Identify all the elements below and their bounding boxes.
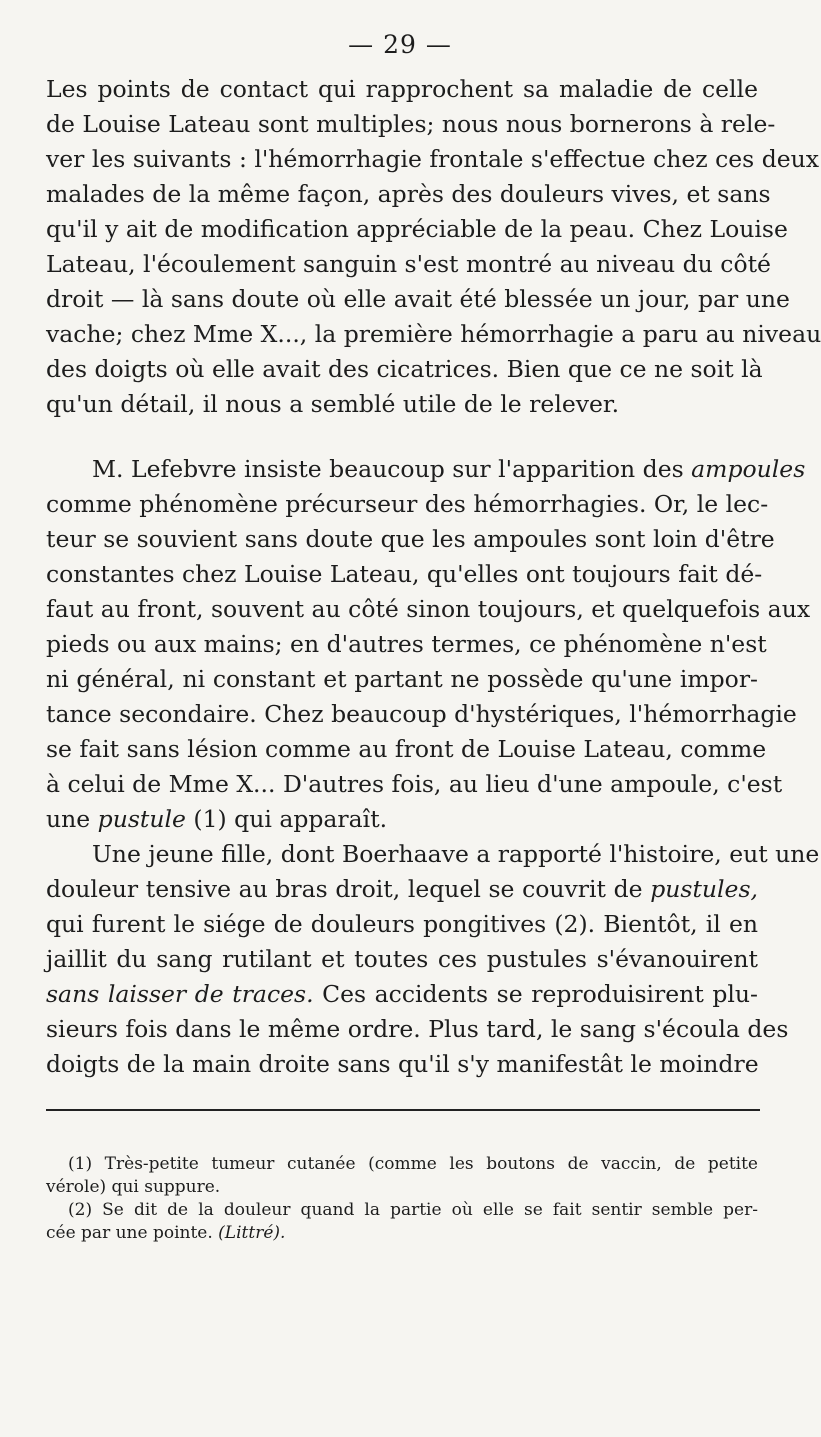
text-line: droit — là sans doute où elle avait été blessée un jour, par une (46, 285, 790, 313)
text-segment: M. Lefebvre insiste beaucoup sur l'apparition des (92, 455, 684, 483)
text-line: malades de la même façon, après des douleurs vives, et sans (46, 180, 771, 208)
text-line: se fait sans lésion comme au front de Louise Lateau, comme (46, 735, 767, 763)
paragraph-gap (46, 422, 758, 452)
italic-term: pustules, (650, 875, 758, 903)
page-number: — 29 — (348, 30, 452, 59)
text-line (46, 802, 758, 837)
text-line: Une jeune fille, dont Boerhaave a rapporté l'histoire, eut une (92, 840, 820, 868)
italic-term: pustule (97, 805, 186, 833)
text-segment: (1) qui apparaît. (193, 805, 388, 833)
text-line (46, 977, 758, 1012)
text-line: teur se souvient sans doute que les ampoules sont loin d'être (46, 525, 775, 553)
footnote-1 (46, 1153, 758, 1199)
text-line: des doigts où elle avait des cicatrices. Bien que ce ne soit là (46, 355, 763, 383)
text-line: Les points de contact qui rapprochent sa maladie de celle (46, 75, 758, 103)
text-line: tance secondaire. Chez beaucoup d'hystériques, l'hémorrhagie (46, 700, 797, 728)
text-line: constantes chez Louise Lateau, qu'elles ont toujours fait dé- (46, 560, 763, 588)
text-segment: douleur tensive au bras droit, lequel se couvrit de (46, 875, 643, 903)
text-line: à celui de Mme X... D'autres fois, au lieu d'une ampoule, c'est (46, 770, 783, 798)
italic-term: sans laisser de traces. (46, 980, 314, 1008)
footnote-2 (46, 1199, 758, 1245)
text-line (46, 452, 806, 487)
paragraph-1 (46, 72, 821, 422)
body-text (46, 72, 821, 1082)
footnote-line: (1) Très-petite tumeur cutanée (comme les boutons de vaccin, de petite (68, 1154, 758, 1174)
paragraph-3 (46, 837, 820, 1082)
text-line: Lateau, l'écoulement sanguin s'est montré au niveau du côté (46, 250, 771, 278)
footnote-line: vérole) qui suppure. (46, 1177, 221, 1197)
footnotes (46, 1153, 758, 1245)
text-line: qu'il y ait de modification appréciable de la peau. Chez Louise (46, 215, 788, 243)
text-line: pieds ou aux mains; en d'autres termes, ce phénomène n'est (46, 630, 767, 658)
text-line: jaillit du sang rutilant et toutes ces pustules s'évanouirent (46, 945, 758, 973)
text-line: faut au front, souvent au côté sinon toujours, et quelquefois aux (46, 595, 811, 623)
footnote-line (46, 1222, 758, 1245)
text-line: de Louise Lateau sont multiples; nous nous bornerons à rele- (46, 110, 776, 138)
text-segment: une (46, 805, 91, 833)
footnote-rule (46, 1109, 760, 1111)
footnote-line: (2) Se dit de la douleur quand la partie où elle se fait sentir semble per- (68, 1200, 758, 1220)
text-line: qu'un détail, il nous a semblé utile de le relever. (46, 390, 620, 418)
text-line: ni général, ni constant et partant ne possède qu'une impor- (46, 665, 758, 693)
footnote-source: (Littré). (218, 1223, 286, 1243)
text-segment: cée par une pointe. (46, 1223, 213, 1243)
paragraph-2 (46, 452, 811, 837)
text-line: ver les suivants : l'hémorrhagie frontale s'effectue chez ces deux (46, 145, 820, 173)
text-line: doigts de la main droite sans qu'il s'y manifestât le moindre (46, 1050, 759, 1078)
text-line (46, 872, 758, 907)
text-line: comme phénomène précurseur des hémorrhagies. Or, le lec- (46, 490, 769, 518)
text-segment: Ces accidents se reproduisirent plu- (322, 980, 758, 1008)
text-line: sieurs fois dans le même ordre. Plus tard, le sang s'écoula des (46, 1015, 789, 1043)
text-line: qui furent le siége de douleurs pongitives (2). Bientôt, il en (46, 910, 758, 938)
text-line: vache; chez Mme X..., la première hémorrhagie a paru au niveau (46, 320, 821, 348)
italic-term: ampoules (691, 455, 806, 483)
